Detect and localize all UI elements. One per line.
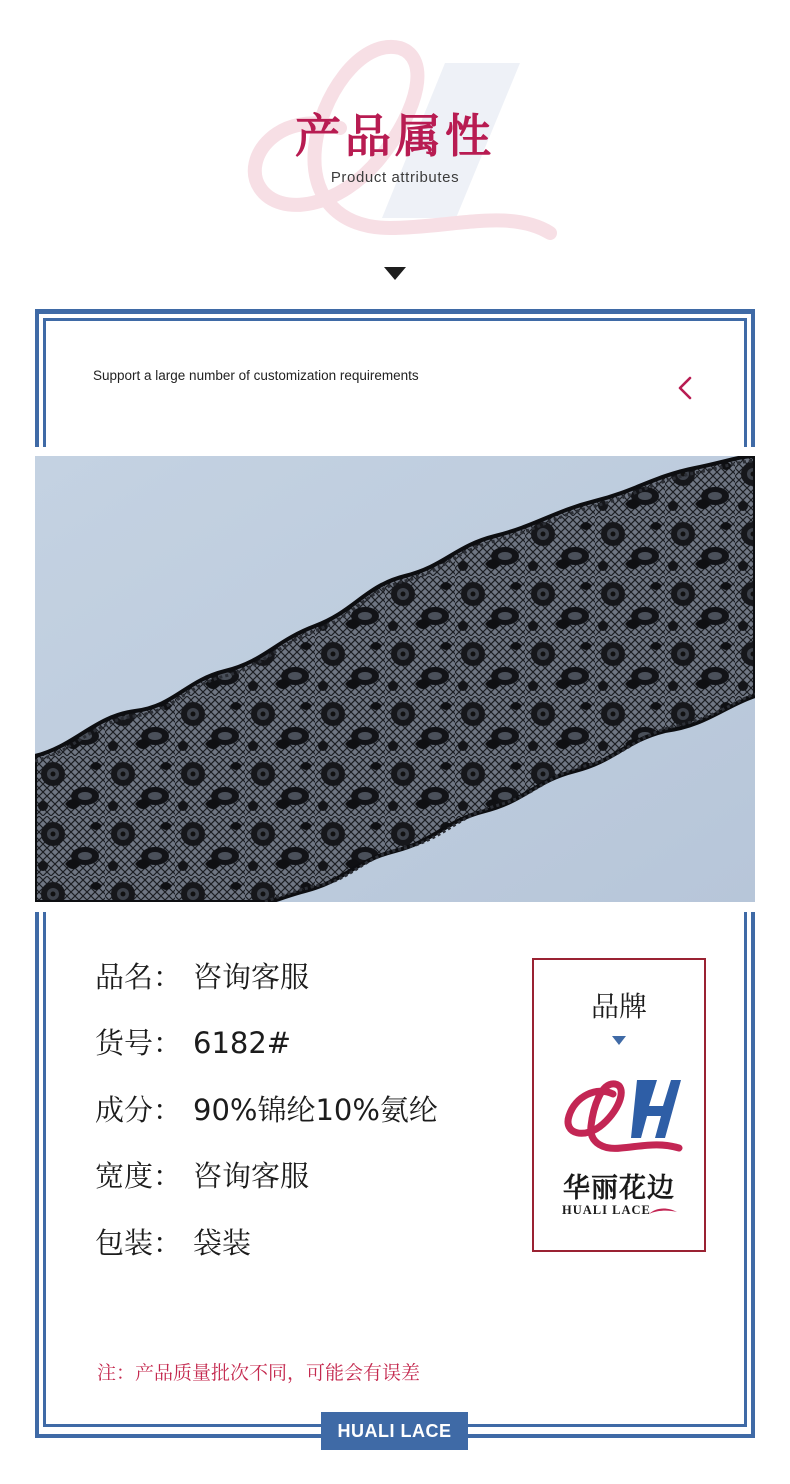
spec-row-width <box>95 1154 309 1195</box>
spec-row-item-number <box>95 1021 291 1062</box>
page-subtitle: Product attributes <box>330 169 460 186</box>
customization-note: Support a large number of customization requirements <box>93 368 419 383</box>
spec-row-name <box>95 955 309 996</box>
triangle-down-icon <box>612 1036 626 1045</box>
spec-row-composition <box>95 1088 438 1129</box>
brand-name-cn: 华丽花边 <box>563 1173 675 1204</box>
chevron-left-icon[interactable] <box>674 374 696 402</box>
spec-value: 咨询客服 <box>193 1159 310 1193</box>
swoosh-icon <box>648 1206 678 1216</box>
spec-row-packaging <box>95 1221 251 1262</box>
brand-logo <box>555 1072 685 1164</box>
triangle-down-icon <box>384 267 406 280</box>
spec-value: 咨询客服 <box>193 960 310 994</box>
spec-label: 品名： <box>95 960 183 994</box>
spec-label: 货号： <box>95 1026 183 1060</box>
spec-label: 成分： <box>95 1093 183 1127</box>
footer-brand-badge: HUALI LACE <box>321 1412 468 1450</box>
spec-label: 宽度： <box>95 1159 183 1193</box>
quality-note: 注：产品质量批次不同，可能会有误差 <box>97 1362 421 1384</box>
brand-label: 品牌 <box>590 990 647 1023</box>
spec-value: 90%锦纶10%氨纶 <box>193 1093 438 1127</box>
spec-label: 包装： <box>95 1226 183 1260</box>
page-title: 产品属性 <box>295 109 495 163</box>
lace-product-image <box>35 456 755 902</box>
spec-value: 袋装 <box>193 1226 252 1260</box>
brand-name-en: HUALI LACE <box>562 1203 651 1217</box>
spec-value: 6182# <box>193 1026 292 1060</box>
